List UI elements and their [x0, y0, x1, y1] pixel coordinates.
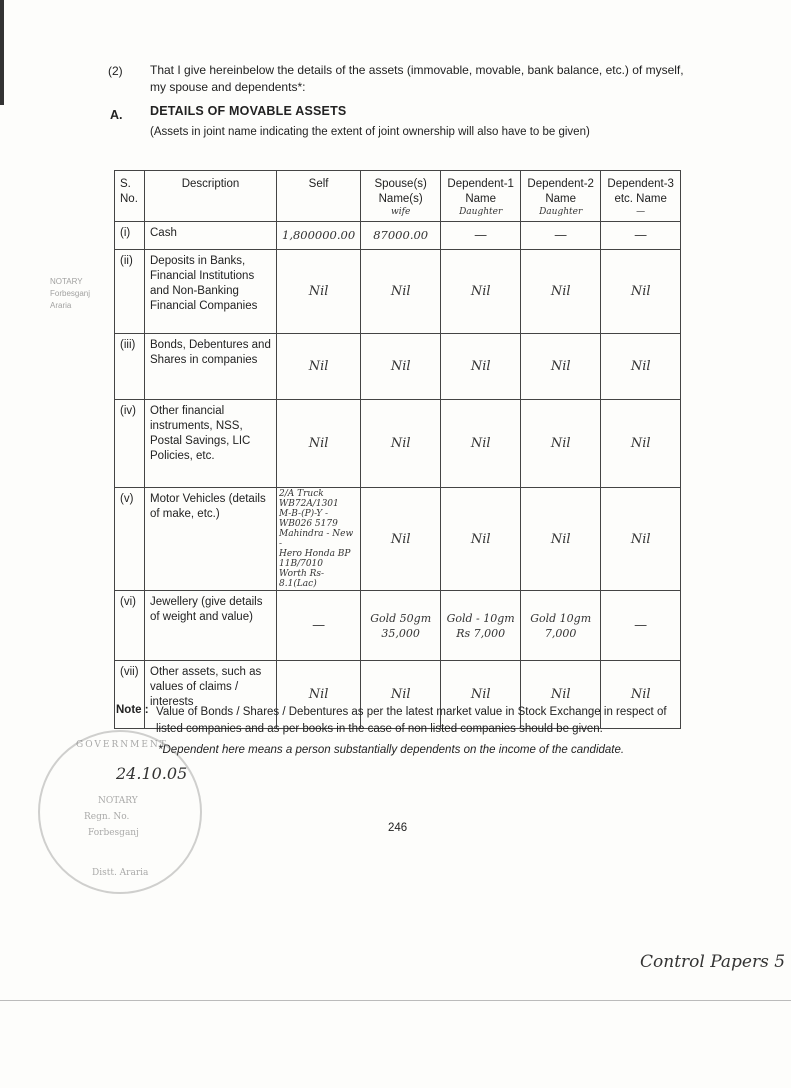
header-dep2 [521, 171, 601, 222]
cell-dep1-line: Rs 7,000 [456, 626, 506, 640]
cell-self-value: Nil [308, 284, 329, 299]
corner-handwritten-note: Control Papers 5 [640, 952, 786, 972]
header-dep3-handwritten: — [636, 207, 646, 217]
cell-dep2 [521, 591, 601, 661]
cell-self-value: — [312, 618, 326, 633]
cell-dep2-value: Nil [550, 687, 571, 702]
row-description: Bonds, Debentures and Shares in companies [145, 334, 277, 400]
table-header-row [115, 171, 681, 222]
cell-dep3-value: Nil [630, 359, 651, 374]
cell-dep1-value: Nil [470, 687, 491, 702]
row-sno: (v) [115, 488, 145, 591]
cell-dep2-line: 7,000 [544, 626, 577, 640]
cell-spouse-value: Nil [390, 359, 411, 374]
notary-seal-left-line: Forbesganj [50, 289, 91, 298]
cell-dep3 [601, 400, 681, 488]
stamp-line: NOTARY [98, 796, 138, 806]
cell-self-line: Worth Rs-8.1(Lac) [279, 569, 325, 589]
cell-spouse-value: Nil [390, 284, 411, 299]
row-sno: (i) [115, 222, 145, 250]
cell-dep3-value: Nil [630, 284, 651, 299]
cell-dep1 [441, 250, 521, 334]
section-letter: A. [110, 108, 123, 122]
cell-self [277, 222, 361, 250]
header-spouse-label: Spouse(s) Name(s) [374, 178, 427, 205]
cell-dep1 [441, 222, 521, 250]
note-text: Value of Bonds / Shares / Debentures as per the latest market value in Stock Exchange in respect of listed companies and as per books in the case of non listed companies should be given. [156, 706, 667, 735]
cell-dep2 [521, 400, 601, 488]
cell-dep3-value: — [634, 228, 648, 243]
header-sno: S. No. [115, 171, 145, 222]
cell-dep1-value: Nil [470, 284, 491, 299]
cell-dep2-value: Nil [550, 359, 571, 374]
row-sno: (vii) [115, 661, 145, 729]
cell-spouse [361, 591, 441, 661]
cell-self-value: Nil [308, 436, 329, 451]
cell-dep1-line: Gold - 10gm [446, 611, 515, 625]
header-dep2-handwritten: Daughter [539, 207, 583, 217]
scan-divider-line [0, 1000, 791, 1001]
cell-self [277, 250, 361, 334]
cell-dep2-value: Nil [550, 284, 571, 299]
note-label: Note : [116, 704, 149, 716]
table-row [115, 222, 681, 250]
notary-seal-left-line: Araria [50, 301, 72, 310]
row-description: Other financial instruments, NSS, Postal Savings, LIC Policies, etc. [145, 400, 277, 488]
header-dep1-handwritten: Daughter [459, 207, 503, 217]
table-row [115, 400, 681, 488]
cell-dep3 [601, 222, 681, 250]
row-description: Motor Vehicles (details of make, etc.) [145, 488, 277, 591]
cell-self-line: Mahindra - New - [279, 529, 354, 549]
section-title: DETAILS OF MOVABLE ASSETS [150, 104, 347, 118]
stamp-top-text: GOVERNMENT [76, 740, 168, 750]
cell-spouse [361, 222, 441, 250]
header-description: Description [145, 171, 277, 222]
cell-dep3-value: Nil [630, 531, 651, 547]
row-description: Other assets, such as values of claims / interests [145, 661, 277, 729]
header-dep3 [601, 171, 681, 222]
row-sno: (ii) [115, 250, 145, 334]
cell-self-line: Hero Honda BP 11B/7010 [279, 549, 351, 569]
notary-stamp [38, 730, 202, 894]
cell-self-line: 2/A Truck WB72A/1301 [279, 489, 339, 509]
cell-spouse-line: Gold 50gm [370, 611, 432, 625]
cell-dep3-value: Nil [630, 436, 651, 451]
cell-dep2-line: Gold 10gm [530, 611, 592, 625]
cell-dep2 [521, 222, 601, 250]
cell-self [277, 400, 361, 488]
signature-date: 24.10.05 [116, 764, 188, 783]
cell-dep1 [441, 400, 521, 488]
cell-dep1 [441, 334, 521, 400]
table-row [115, 250, 681, 334]
cell-spouse-value: Nil [390, 687, 411, 702]
cell-dep3-value: — [634, 618, 648, 633]
section-subtitle: (Assets in joint name indicating the extent of joint ownership will also have to be given) [150, 126, 590, 138]
cell-spouse-value: Nil [390, 436, 411, 451]
footnote: *Dependent here means a person substantially dependents on the income of the candidate. [158, 744, 625, 756]
cell-spouse [361, 400, 441, 488]
row-sno: (vi) [115, 591, 145, 661]
cell-spouse-value: 87000.00 [373, 228, 429, 242]
header-spouse [361, 171, 441, 222]
cell-self [277, 488, 361, 591]
header-dep3-label: Dependent-3 etc. Name [607, 178, 674, 205]
cell-spouse [361, 250, 441, 334]
stamp-line: Regn. No. [84, 812, 130, 822]
row-description: Jewellery (give details of weight and value) [145, 591, 277, 661]
cell-dep2-value: Nil [550, 436, 571, 451]
cell-dep3 [601, 250, 681, 334]
header-spouse-handwritten: wife [391, 207, 411, 217]
cell-dep1 [441, 591, 521, 661]
cell-dep3 [601, 334, 681, 400]
cell-self-value: Nil [308, 359, 329, 374]
cell-dep2-value: — [554, 228, 568, 243]
row-sno: (iv) [115, 400, 145, 488]
stamp-line: Forbesganj [88, 828, 139, 838]
cell-self-line: M-B-(P)-Y - WB026 5179 [279, 509, 338, 529]
header-dep2-label: Dependent-2 Name [527, 178, 594, 205]
notary-seal-left-line: NOTARY [50, 277, 83, 286]
cell-self-value: Nil [308, 687, 329, 702]
header-self: Self [277, 171, 361, 222]
cell-spouse-value: Nil [390, 531, 411, 547]
cell-dep1-value: — [474, 228, 488, 243]
cell-spouse [361, 334, 441, 400]
cell-dep1-value: Nil [470, 436, 491, 451]
row-sno: (iii) [115, 334, 145, 400]
cell-dep3 [601, 488, 681, 591]
table-row [115, 591, 681, 661]
cell-spouse-line: 35,000 [381, 626, 420, 640]
cell-dep3-value: Nil [630, 687, 651, 702]
cell-self [277, 591, 361, 661]
stamp-bottom-text: Distt. Araria [92, 868, 149, 878]
row-description: Cash [145, 222, 277, 250]
cell-dep2 [521, 334, 601, 400]
notary-seal-left [50, 276, 90, 312]
cell-dep3 [601, 591, 681, 661]
row-description: Deposits in Banks, Financial Institutions and Non-Banking Financial Companies [145, 250, 277, 334]
paragraph-text: That I give hereinbelow the details of the assets (immovable, movable, bank balance, etc.) of myself, my spouse and dependents*: [150, 63, 684, 94]
page-number: 246 [388, 822, 408, 834]
movable-assets-table [114, 170, 681, 729]
cell-self-value: 1,800000.00 [282, 228, 356, 242]
header-dep1-label: Dependent-1 Name [447, 178, 514, 205]
cell-dep2 [521, 488, 601, 591]
paragraph-number: (2) [108, 64, 123, 78]
cell-dep1-value: Nil [470, 531, 491, 547]
cell-dep2 [521, 250, 601, 334]
table-row [115, 334, 681, 400]
cell-dep1 [441, 488, 521, 591]
cell-spouse [361, 488, 441, 591]
cell-self [277, 334, 361, 400]
header-dep1 [441, 171, 521, 222]
table-row [115, 488, 681, 591]
cell-dep1-value: Nil [470, 359, 491, 374]
cell-dep2-value: Nil [550, 531, 571, 547]
scan-edge-mark [0, 0, 4, 105]
